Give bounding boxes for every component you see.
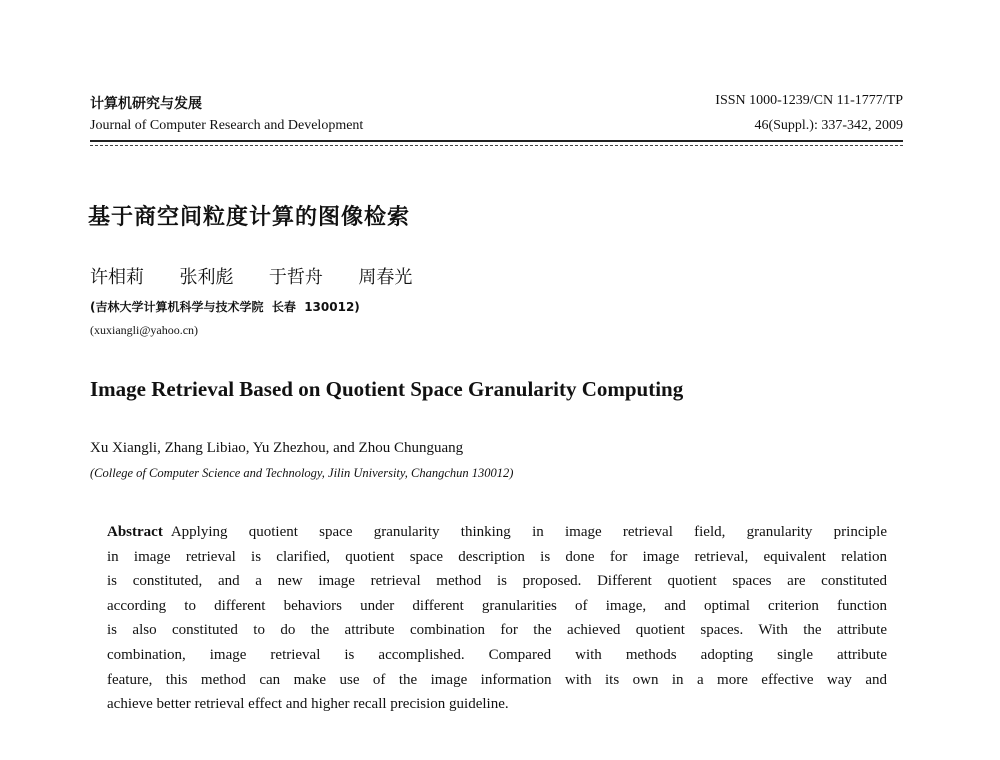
affiliation-cn: (吉林大学计算机科学与技术学院 长春 130012) [90, 300, 360, 314]
abstract-line: achieve better retrieval effect and higher recall precision guideline. [107, 696, 509, 713]
abstract-line: according to different behaviors under different granularities of image, and optimal criterion function [107, 597, 887, 614]
abstract-line: combination, image retrieval is accomplished. Compared with methods adopting single attribute [107, 646, 887, 663]
header-rule-dashed [90, 145, 903, 146]
authors-cn: 许相莉 张利彪 于哲舟 周春光 [90, 267, 413, 288]
email: (xuxiangli@yahoo.cn) [90, 323, 199, 337]
abstract-line: is also constituted to do the attribute combination for the achieved quotient spaces. With the attribute [107, 622, 887, 639]
abstract-line: in image retrieval is clarified, quotient space description is done for image retrieval, equivalent relation [107, 548, 887, 565]
volume-info: 46(Suppl.): 337-342, 2009 [754, 118, 903, 133]
affiliation-en: (College of Computer Science and Technology, Jilin University, Changchun 130012) [90, 466, 514, 480]
title-cn: 基于商空间粒度计算的图像检索 [88, 205, 411, 230]
abstract-text: Applying quotient space granularity thinking in image retrieval field, granularity principle [170, 524, 887, 540]
title-en: Image Retrieval Based on Quotient Space Granularity Computing [90, 377, 684, 401]
abstract [107, 520, 887, 717]
authors-en: Xu Xiangli, Zhang Libiao, Yu Zhezhou, and Zhou Chunguang [90, 440, 464, 456]
abstract-line [107, 520, 887, 545]
abstract-line: feature, this method can make use of the image information with its own in a more effective way and [107, 671, 887, 688]
abstract-line: is constituted, and a new image retrieval method is proposed. Different quotient spaces are constituted [107, 573, 887, 590]
issn: ISSN 1000-1239/CN 11-1777/TP [715, 93, 903, 108]
journal-name-en: Journal of Computer Research and Development [90, 118, 364, 133]
abstract-label: Abstract [107, 524, 163, 540]
header-rule [90, 140, 903, 142]
journal-name-cn: 计算机研究与发展 [90, 96, 202, 112]
